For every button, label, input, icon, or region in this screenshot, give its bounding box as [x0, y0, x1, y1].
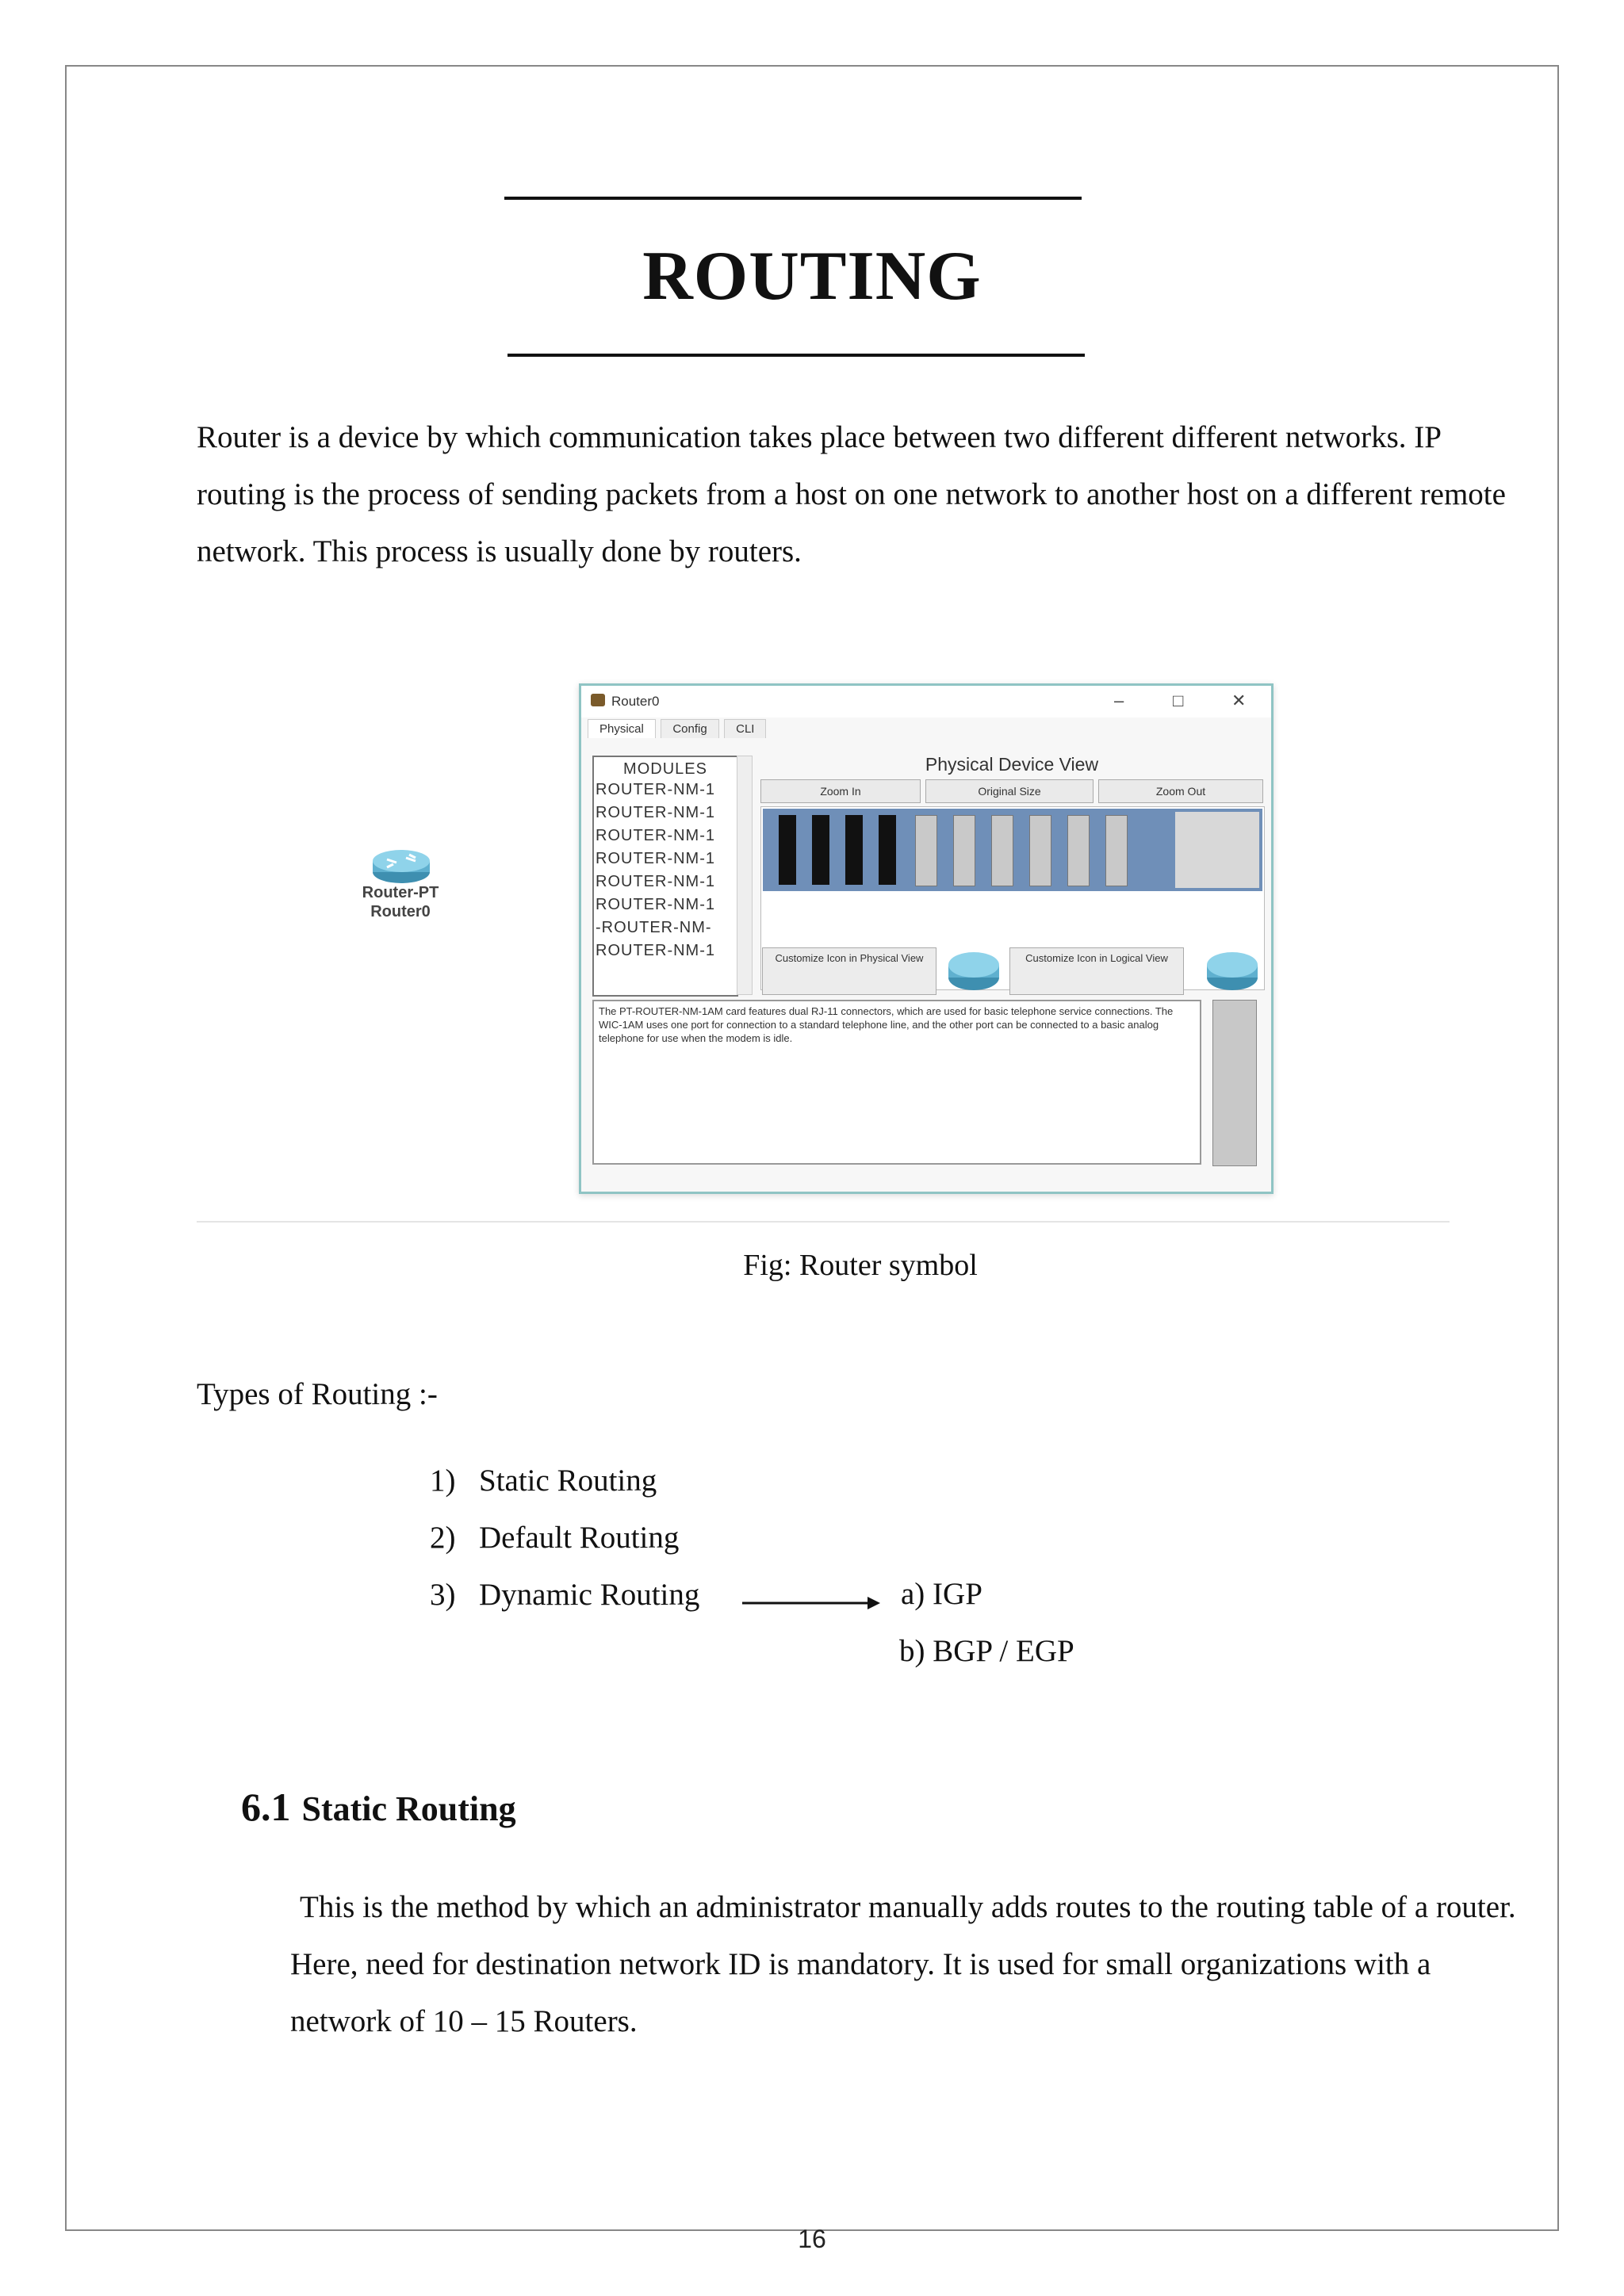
module-description: The PT-ROUTER-NM-1AM card features dual RJ-11 connectors, which are used for basic telephone service connections. The WIC-1AM uses one port for connection to a standard telephone line, and the other port can be connected to a basic analog telephone for use when the modem is idle. [592, 1000, 1201, 1165]
window-tabs [588, 719, 768, 740]
router-window [579, 683, 1274, 1194]
list-item: 2) Default Routing [430, 1521, 680, 1555]
module-item[interactable]: ROUTER-NM-1 [596, 804, 715, 821]
router-label [341, 883, 460, 921]
empty-slot [845, 815, 863, 885]
section-number: 6.1 [241, 1785, 291, 1829]
zoom-bar [760, 779, 1263, 803]
module-card [991, 815, 1013, 886]
app-icon [591, 694, 605, 706]
module-card [915, 815, 937, 886]
list-item: 3) Dynamic Routing [430, 1578, 700, 1612]
power-supply [1175, 812, 1259, 888]
maximize-icon[interactable]: □ [1173, 691, 1184, 710]
routing-types-list [430, 1452, 699, 1624]
section-paragraph: This is the method by which an administrator manually adds routes to the routing table of a router. Here, need for destination network ID is mandatory. It is used for small organizations with a network of 10 – 15 Routers. [290, 1890, 1516, 2038]
modules-scrollbar[interactable] [737, 756, 753, 995]
title-rule-bottom [508, 354, 1085, 357]
module-card [1105, 815, 1128, 886]
physical-device-view-title: Physical Device View [925, 754, 1099, 775]
figure-caption: Fig: Router symbol [743, 1249, 978, 1282]
empty-slot [812, 815, 829, 885]
window-title: Router0 [611, 694, 660, 709]
tab-physical[interactable]: Physical [588, 719, 656, 738]
router-name-label: Router0 [370, 903, 431, 920]
figure-divider [197, 1221, 1450, 1223]
module-item[interactable]: ROUTER-NM-1 [596, 896, 715, 913]
empty-slot [779, 815, 796, 885]
modules-header: MODULES [623, 760, 707, 778]
zoom-in-button[interactable]: Zoom In [760, 779, 921, 803]
module-card [1029, 815, 1051, 886]
empty-slot [879, 815, 896, 885]
types-heading: Types of Routing :- [197, 1377, 438, 1411]
router-thumb-icon [946, 949, 1002, 997]
module-item[interactable]: ROUTER-NM-1 [596, 827, 715, 844]
section-title: Static Routing [301, 1789, 516, 1828]
dynamic-subtype-bgp: b) BGP / EGP [899, 1634, 1074, 1668]
customize-physical-button[interactable]: Customize Icon in Physical View [762, 947, 936, 995]
minimize-icon[interactable]: – [1114, 691, 1124, 710]
title-rule-top [504, 197, 1082, 200]
router-thumb-icon [1205, 949, 1260, 997]
section-heading [241, 1784, 516, 1830]
zoom-out-button[interactable]: Zoom Out [1098, 779, 1263, 803]
module-item[interactable]: ROUTER-NM-1 [596, 942, 715, 959]
module-item[interactable]: ROUTER-NM-1 [596, 850, 715, 867]
close-icon[interactable]: ✕ [1231, 691, 1247, 710]
modules-list [592, 756, 738, 997]
arrow-icon [742, 1594, 882, 1617]
module-preview [1212, 1000, 1257, 1166]
module-card [953, 815, 975, 886]
router-type-label: Router-PT [362, 884, 439, 901]
tab-config[interactable]: Config [661, 719, 718, 738]
module-item[interactable]: -ROUTER-NM- [596, 919, 712, 936]
original-size-button[interactable]: Original Size [925, 779, 1094, 803]
module-item[interactable]: ROUTER-NM-1 [596, 781, 715, 798]
page-title: ROUTING [642, 238, 982, 315]
list-item: 1) Static Routing [430, 1464, 657, 1498]
router-chassis [763, 809, 1262, 891]
tab-cli[interactable]: CLI [724, 719, 766, 738]
module-item[interactable]: ROUTER-NM-1 [596, 873, 715, 890]
module-card [1067, 815, 1090, 886]
dynamic-subtype-igp: a) IGP [901, 1577, 982, 1611]
page-number: 16 [798, 2225, 826, 2253]
intro-paragraph: Router is a device by which communication takes place between two different different networks. IP routing is the process of sending packets from a host on one network to another host on a different remote network. This process is usually done by routers. [197, 420, 1506, 568]
customize-logical-button[interactable]: Customize Icon in Logical View [1009, 947, 1184, 995]
window-titlebar [581, 686, 1271, 718]
